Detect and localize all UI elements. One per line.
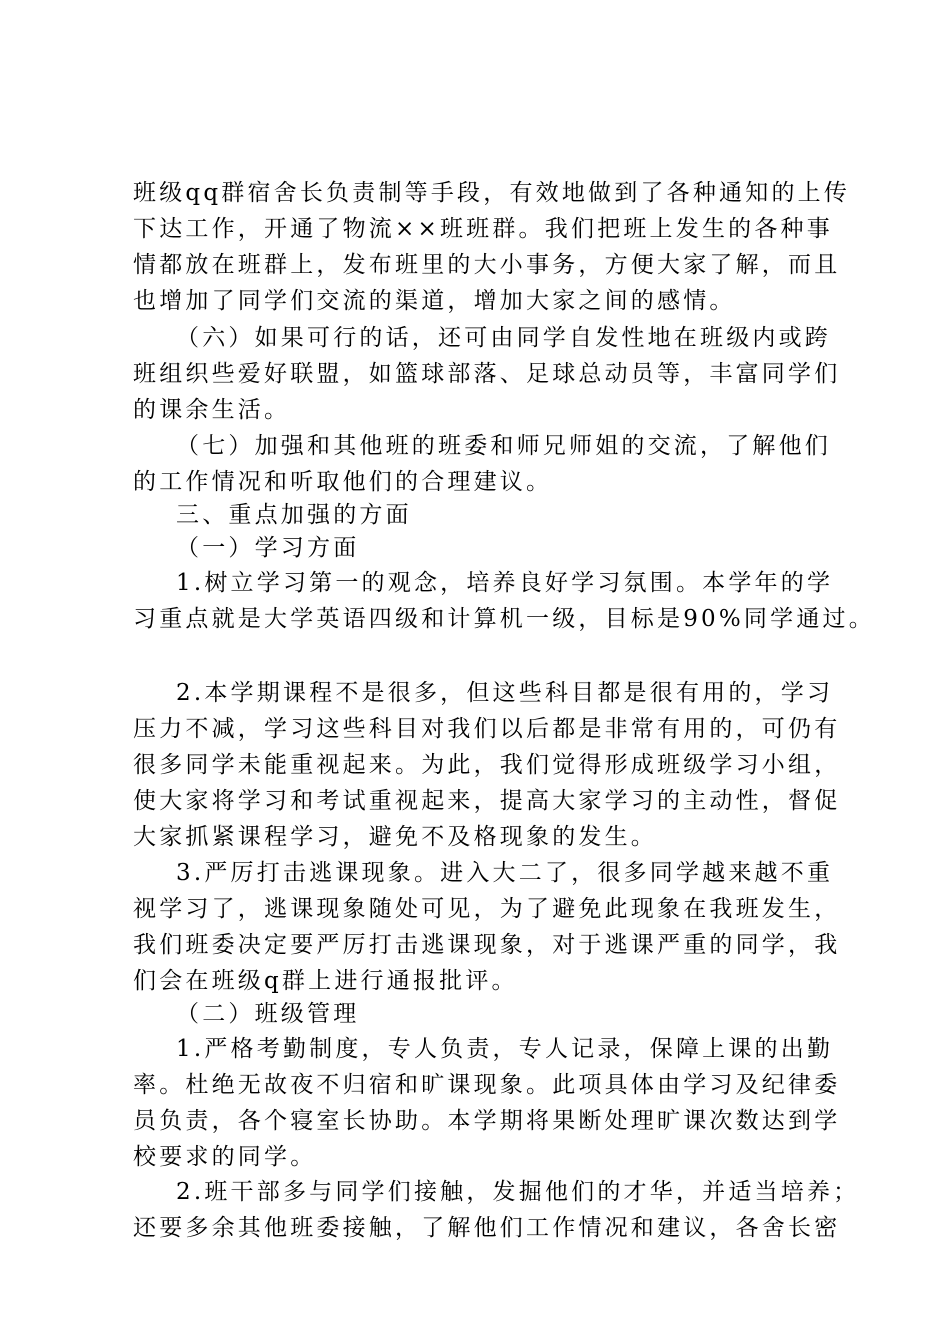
text-line: 大家抓紧课程学习，避免不及格现象的发生。	[133, 824, 657, 850]
text-line: 视学习了，逃课现象随处可见，为了避免此现象在我班发生，	[133, 896, 841, 922]
text-line: 校要求的同学。	[133, 1144, 317, 1170]
section-heading: 三、重点加强的方面	[176, 502, 412, 528]
text-line: （六）如果可行的话，还可由同学自发性地在班级内或跨	[176, 325, 831, 351]
text-line: 我们班委决定要严厉打击逃课现象，对于逃课严重的同学，我	[133, 932, 841, 958]
text-line: 情都放在班群上，发布班里的大小事务，方便大家了解，而且	[133, 252, 841, 278]
subsection-heading: （一）学习方面	[176, 535, 360, 561]
text-line: 2.班干部多与同学们接触，发掘他们的才华，并适当培养；	[176, 1179, 860, 1205]
text-line: 压力不减，学习这些科目对我们以后都是非常有用的，可仍有	[133, 716, 841, 742]
text-line: 率。杜绝无故夜不归宿和旷课现象。此项具体由学习及纪律委	[133, 1072, 841, 1098]
text-line: 很多同学未能重视起来。为此，我们觉得形成班级学习小组，	[133, 752, 841, 778]
text-line: 3.严厉打击逃课现象。进入大二了，很多同学越来越不重	[176, 860, 834, 886]
text-line: 还要多余其他班委接触，了解他们工作情况和建议，各舍长密	[133, 1215, 841, 1241]
text-line: 也增加了同学们交流的渠道，增加大家之间的感情。	[133, 288, 736, 314]
text-line: 1.严格考勤制度，专人负责，专人记录，保障上课的出勤	[176, 1036, 834, 1062]
text-line: 班级qq群宿舍长负责制等手段，有效地做到了各种通知的上传	[133, 180, 851, 206]
text-line: （七）加强和其他班的班委和师兄师姐的交流，了解他们	[176, 433, 831, 459]
text-line: 的工作情况和听取他们的合理建议。	[133, 469, 553, 495]
text-line: 1.树立学习第一的观念，培养良好学习氛围。本学年的学	[176, 570, 834, 596]
subsection-heading: （二）班级管理	[176, 1001, 360, 1027]
text-line: 下达工作，开通了物流××班班群。我们把班上发生的各种事	[133, 216, 833, 242]
text-line: 的课余生活。	[133, 397, 291, 423]
text-line: 习重点就是大学英语四级和计算机一级，目标是90%同学通过。	[133, 606, 875, 632]
text-line: 2.本学期课程不是很多，但这些科目都是很有用的，学习	[176, 680, 834, 706]
text-line: 员负责，各个寝室长协助。本学期将果断处理旷课次数达到学	[133, 1108, 841, 1134]
text-line: 班组织些爱好联盟，如篮球部落、足球总动员等，丰富同学们	[133, 361, 841, 387]
text-line: 使大家将学习和考试重视起来，提高大家学习的主动性，督促	[133, 788, 841, 814]
text-line: 们会在班级q群上进行通报批评。	[133, 968, 518, 994]
